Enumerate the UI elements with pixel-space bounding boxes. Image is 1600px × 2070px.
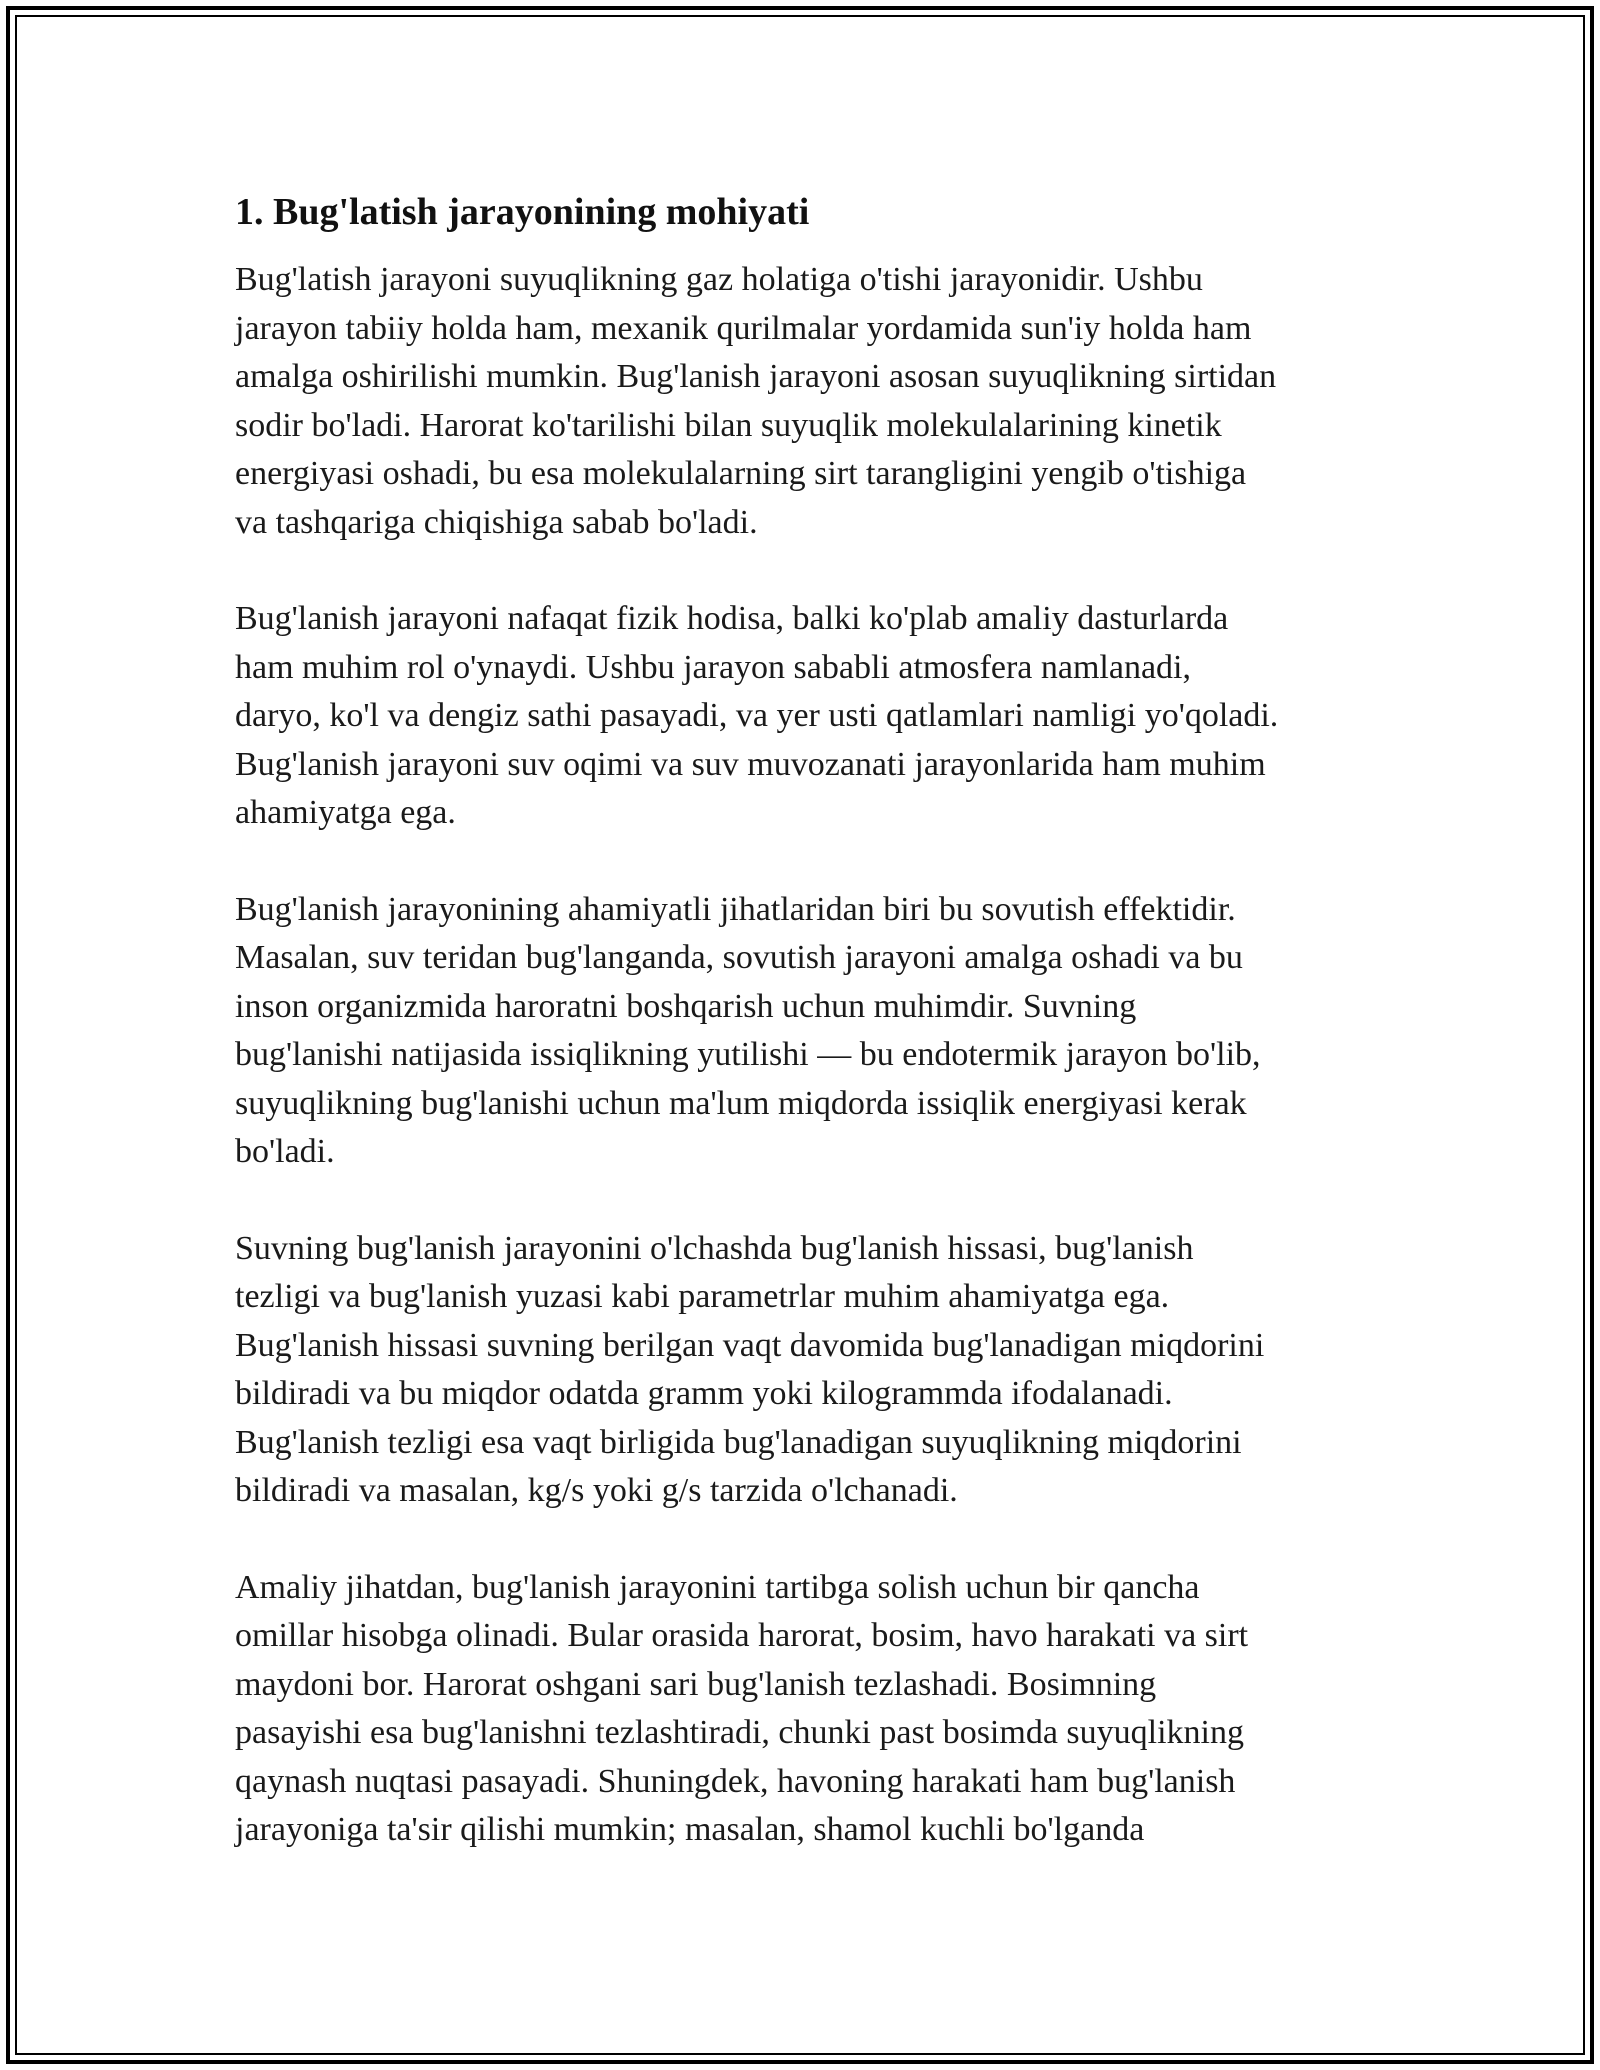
paragraph [235, 1564, 1385, 1855]
paragraph-line: maydoni bor. Harorat oshgani sari bug'lanish tezlashadi. Bosimning [235, 1665, 1157, 1703]
paragraph-line: jarayon tabiiy holda ham, mexanik qurilmalar yordamida sun'iy holda ham [235, 309, 1252, 347]
paragraph-line: jarayoniga ta'sir qilishi mumkin; masalan, shamol kuchli bo'lganda [235, 1811, 1145, 1848]
paragraph-line: Bug'lanish jarayonining ahamiyatli jihatlaridan biri bu sovutish effektidir. [235, 890, 1236, 928]
section-heading: 1. Bug'latish jarayonining mohiyati [235, 191, 810, 233]
paragraph-line: sodir bo'ladi. Harorat ko'tarilishi bilan suyuqlik molekulalarining kinetik [235, 406, 1222, 444]
paragraph-line: energiyasi oshadi, bu esa molekulalarning sirt tarangligini yengib o'tishiga [235, 455, 1247, 492]
paragraph-line: amalga oshirilishi mumkin. Bug'lanish jarayoni asosan suyuqlikning sirtidan [235, 358, 1277, 395]
paragraph-line: tezligi va bug'lanish yuzasi kabi parametrlar muhim ahamiyatga ega. [235, 1278, 1170, 1315]
paragraph-line: bildiradi va bu miqdor odatda gramm yoki kilogrammda ifodalanadi. [235, 1375, 1173, 1412]
paragraph-line: Masalan, suv teridan bug'langanda, sovutish jarayoni amalga oshadi va bu [235, 939, 1243, 976]
paragraph-line: bug'lanishi natijasida issiqlikning yutilishi — bu endotermik jarayon bo'lib, [235, 1036, 1261, 1073]
paragraph-line: Bug'lanish jarayoni suv oqimi va suv muvozanati jarayonlarida ham muhim [235, 745, 1266, 783]
paragraph-line: daryo, ko'l va dengiz sathi pasayadi, va yer usti qatlamlari namligi yo'qoladi. [235, 697, 1279, 734]
paragraph-line: va tashqariga chiqishiga sabab bo'ladi. [235, 503, 758, 541]
paragraph-line: inson organizmida haroratni boshqarish uchun muhimdir. Suvning [235, 987, 1137, 1025]
paragraph [235, 886, 1385, 1177]
paragraph-line: Amaliy jihatdan, bug'lanish jarayonini tartibga solish uchun bir qancha [235, 1568, 1200, 1606]
paragraph-line: bo'ladi. [235, 1133, 335, 1170]
paragraph-line: qaynash nuqtasi pasayadi. Shuningdek, havoning harakati ham bug'lanish [235, 1762, 1236, 1800]
paragraph-line: ahamiyatga ega. [235, 794, 456, 831]
paragraph-line: ham muhim rol o'ynaydi. Ushbu jarayon sababli atmosfera namlanadi, [235, 648, 1192, 686]
paragraph-line: bildiradi va masalan, kg/s yoki g/s tarzida o'lchanadi. [235, 1472, 958, 1509]
paragraph-line: Bug'lanish jarayoni nafaqat fizik hodisa, balki ko'plab amaliy dasturlarda [235, 600, 1229, 637]
paragraph-line: Bug'lanish hissasi suvning berilgan vaqt davomida bug'lanadigan miqdorini [235, 1326, 1265, 1364]
paragraph-line: omillar hisobga olinadi. Bular orasida harorat, bosim, havo harakati va sirt [235, 1617, 1249, 1654]
paragraph [235, 1225, 1385, 1516]
paragraph-line: Bug'latish jarayoni suyuqlikning gaz holatiga o'tishi jarayonidir. Ushbu [235, 261, 1203, 298]
paragraph-line: pasayishi esa bug'lanishni tezlashtiradi, chunki past bosimda suyuqlikning [235, 1714, 1244, 1751]
paragraph-line: Bug'lanish tezligi esa vaqt birligida bug'lanadigan suyuqlikning miqdorini [235, 1423, 1242, 1461]
paragraph-list [235, 256, 1385, 1855]
paragraph-line: suyuqlikning bug'lanishi uchun ma'lum miqdorda issiqlik energiyasi kerak [235, 1084, 1247, 1122]
paragraph [235, 595, 1385, 838]
document-body [235, 188, 1385, 1903]
paragraph-line: Suvning bug'lanish jarayonini o'lchashda bug'lanish hissasi, bug'lanish [235, 1229, 1194, 1267]
paragraph [235, 256, 1385, 547]
